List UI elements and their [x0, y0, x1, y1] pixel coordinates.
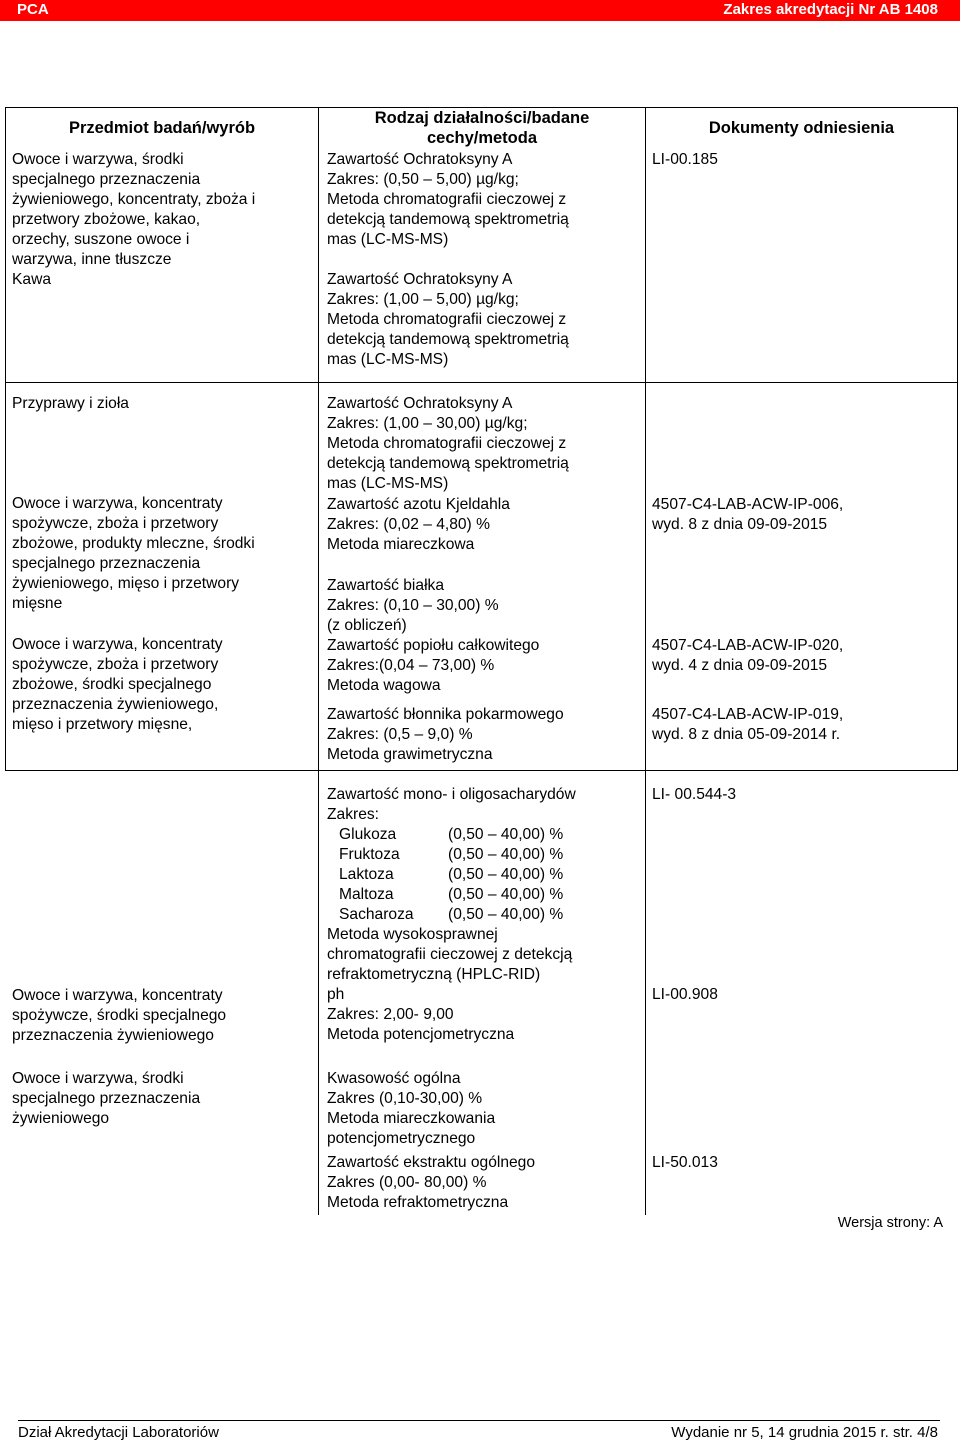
header-org: PCA	[17, 1, 49, 18]
method-cell: Metoda wysokosprawnej chromatografii cieczowej z detekcją refraktometryczną (HPLC-RID)	[327, 926, 573, 983]
footer-rule	[18, 1420, 940, 1421]
page-header-bar	[0, 0, 960, 21]
doc-cell: LI-00.185	[652, 151, 718, 168]
method-cell: Zawartość ekstraktu ogólnego Zakres (0,00- 80,00) % Metoda refraktometryczna	[327, 1154, 536, 1211]
doc-cell: 4507-C4-LAB-ACW-IP-020, wyd. 4 z dnia 09-09-2015	[652, 637, 844, 674]
sugar-range: (0,50 – 40,00) %	[448, 866, 564, 883]
page-version: Wersja strony: A	[837, 1215, 943, 1231]
subject-cell: Kawa	[12, 271, 52, 288]
method-cell: Zawartość Ochratoksyny A Zakres: (1,00 – 5,00) µg/kg; Metoda chromatografii cieczowej z detekcją tandemową spektrometrią mas (LC-MS-MS)	[327, 271, 569, 368]
sugar-name: Sacharoza	[339, 906, 414, 923]
sugar-range: (0,50 – 40,00) %	[448, 846, 564, 863]
doc-cell: 4507-C4-LAB-ACW-IP-019, wyd. 8 z dnia 05-09-2014 r.	[652, 706, 844, 743]
doc-cell: 4507-C4-LAB-ACW-IP-006, wyd. 8 z dnia 09-09-2015	[652, 496, 844, 533]
method-cell: ph Zakres: 2,00- 9,00 Metoda potencjometryczna	[327, 986, 515, 1043]
method-cell: Zawartość Ochratoksyny A Zakres: (1,00 – 30,00) µg/kg; Metoda chromatografii cieczowej z detekcją tandemową spektrometrią mas (LC-MS-MS)	[327, 395, 569, 492]
sugar-name: Laktoza	[339, 866, 394, 883]
doc-cell: LI-00.908	[652, 986, 718, 1003]
header-title: Zakres akredytacji Nr AB 1408	[723, 1, 938, 18]
col-header-subject: Przedmiot badań/wyrób	[68, 119, 256, 137]
method-cell: Zawartość białka Zakres: (0,10 – 30,00) % (z obliczeń)	[327, 577, 499, 634]
subject-cell: Owoce i warzywa, koncentraty spożywcze, środki specjalnego przeznaczenia żywieniowego	[12, 987, 227, 1044]
sugar-range: (0,50 – 40,00) %	[448, 906, 564, 923]
sugar-name: Maltoza	[339, 886, 394, 903]
method-cell: Zawartość błonnika pokarmowego Zakres: (0,5 – 9,0) % Metoda grawimetryczna	[327, 706, 564, 763]
method-cell: Kwasowość ogólna Zakres (0,10-30,00) % Metoda miareczkowania potencjometrycznego	[327, 1070, 496, 1147]
sugar-name: Fruktoza	[339, 846, 400, 863]
col-header-docs: Dokumenty odniesienia	[708, 119, 895, 137]
subject-cell: Owoce i warzywa, środki specjalnego przeznaczenia żywieniowego	[12, 1070, 201, 1127]
doc-cell: LI- 00.544-3	[652, 786, 737, 803]
sugar-name: Glukoza	[339, 826, 397, 843]
footer-org: Dział Akredytacji Laboratoriów	[18, 1424, 219, 1441]
footer-edition: Wydanie nr 5, 14 grudnia 2015 r. str. 4/8	[671, 1424, 938, 1441]
sugar-range: (0,50 – 40,00) %	[448, 886, 564, 903]
col-header-activity-line1: Rodzaj działalności/badane	[374, 109, 590, 127]
method-cell: Zawartość azotu Kjeldahla Zakres: (0,02 – 4,80) % Metoda miareczkowa	[327, 496, 510, 553]
method-cell: Zawartość mono- i oligosacharydów Zakres:	[327, 786, 576, 823]
doc-cell: LI-50.013	[652, 1154, 718, 1171]
subject-cell: Przyprawy i zioła	[12, 395, 129, 412]
subject-cell: Owoce i warzywa, koncentraty spożywcze, zboża i przetwory zbożowe, środki specjalnego przeznaczenia żywieniowego, mięso i przetwory mięsne,	[12, 636, 223, 733]
subject-cell: Owoce i warzywa, koncentraty spożywcze, zboża i przetwory zbożowe, produkty mleczne, środki specjalnego przeznaczenia żywieniowego, mięso i przetwory mięsne	[12, 495, 255, 612]
method-cell: Zawartość Ochratoksyny A Zakres: (0,50 – 5,00) µg/kg; Metoda chromatografii cieczowej z detekcją tandemową spektrometrią mas (LC-MS-MS)	[327, 151, 569, 248]
subject-cell: Owoce i warzywa, środki specjalnego przeznaczenia żywieniowego, koncentraty, zboża i przetwory zbożowe, kakao, orzechy, suszone owoce i warzywa, inne tłuszcze	[12, 151, 256, 268]
sugar-range: (0,50 – 40,00) %	[448, 826, 564, 843]
method-cell: Zawartość popiołu całkowitego Zakres:(0,04 – 73,00) % Metoda wagowa	[327, 637, 540, 694]
col-header-activity-line2: cechy/metoda	[426, 129, 538, 147]
